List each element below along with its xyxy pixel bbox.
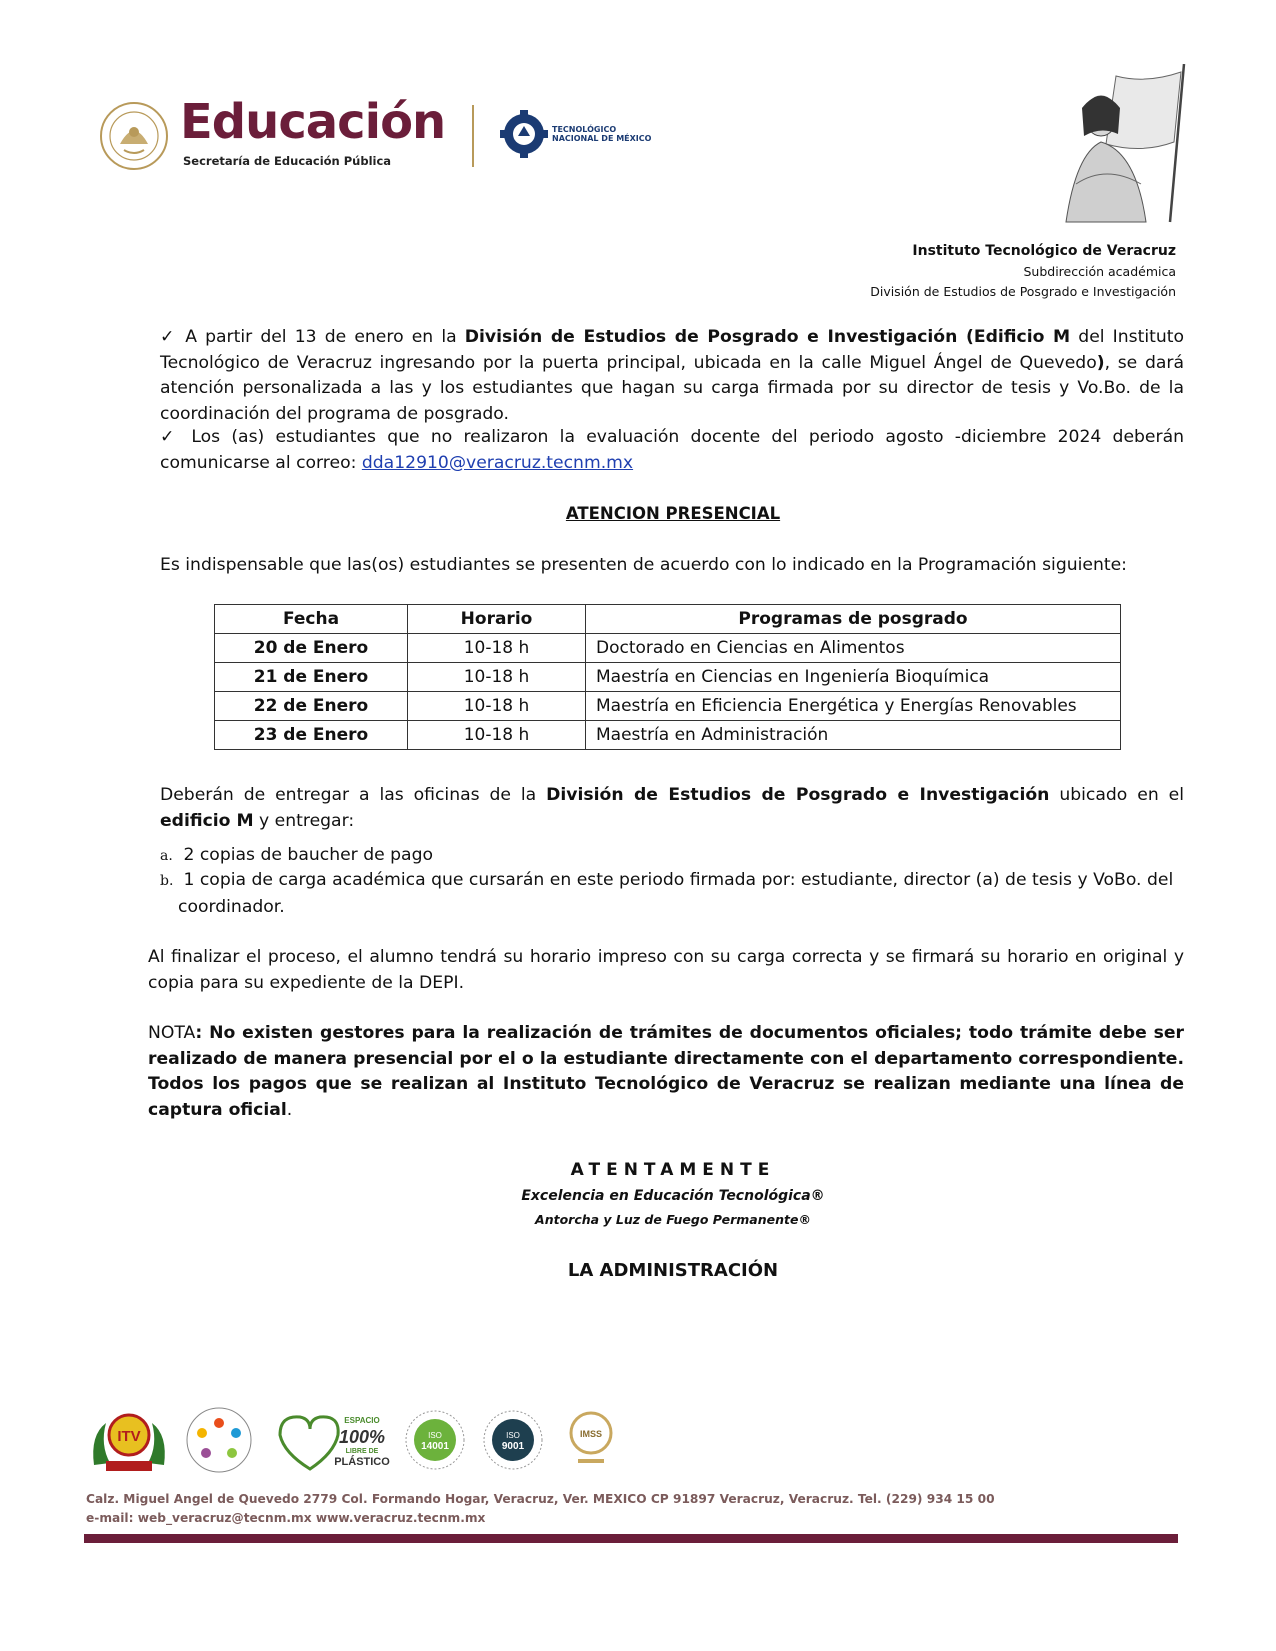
time-cell: 10-18 h [408, 721, 586, 750]
iso-9001-badge [482, 1405, 544, 1475]
time-cell: 10-18 h [408, 634, 586, 663]
section-title: ATENCION PRESENCIAL [565, 504, 781, 523]
list-marker: b. [160, 873, 174, 889]
svg-text:ITV: ITV [117, 1428, 141, 1445]
note-paragraph: NOTA: No existen gestores para la realización de trámites de documentos oficiales; todo trámite debe ser realizado de manera presencial por el o la estudiante directamente con el departamento correspondiente. Todos los pagos que se realizan al Instituto Tecnológico de Veracruz se realizan mediante una línea de captura oficial. [148, 1023, 1184, 1120]
education-title: Educación [180, 94, 446, 150]
svg-text:LIBRE DE: LIBRE DE [345, 1448, 379, 1455]
paragraph-attention: ✓ A partir del 13 de enero en la División de Estudios de Posgrado e Investigación (Edificio M del Instituto Tecnológico de Veracruz ingresando por la puerta principal, ubicada en la calle Miguel Ángel de Quevedo), se dará atención personalizada a las y los estudiantes que hagan su carga firmada por su director de tesis y Vo.Bo. de la coordinación del programa de posgrado. [160, 327, 1184, 424]
institution-name: Instituto Tecnológico de Veracruz [912, 243, 1176, 259]
program-cell: Doctorado en Ciencias en Alimentos [586, 634, 1121, 663]
delivery-instructions: Deberán de entregar a las oficinas de la División de Estudios de Posgrado e Investigación ubicado en el edificio M y entregar: [160, 785, 1184, 831]
education-subtitle: Secretaría de Educación Pública [183, 154, 392, 168]
intro-text: Es indispensable que las(os) estudiantes se presenten de acuerdo con lo indicado en la Programación siguiente: [160, 555, 1127, 575]
svg-text:IMSS: IMSS [579, 1429, 603, 1439]
plastic-free-logo [270, 1405, 390, 1475]
table-row [215, 634, 1121, 663]
svg-text:14001: 14001 [421, 1441, 449, 1452]
time-cell: 10-18 h [408, 692, 586, 721]
check-icon: ✓ [160, 427, 181, 447]
closing-slogan: Antorcha y Luz de Fuego Permanente® [535, 1212, 811, 1227]
header-cell: Programas de posgrado [586, 605, 1121, 634]
date-cell: 22 de Enero [215, 692, 408, 721]
date-cell: 20 de Enero [215, 634, 408, 663]
list-item: b. 1 copia de carga académica que cursarán en este periodo firmada por: estudiante, director (a) de tesis y VoBo. del coordinador. [160, 870, 1174, 917]
iso-14001-badge [404, 1405, 466, 1475]
labor-equality-logo [184, 1405, 254, 1475]
header-divider [472, 105, 474, 167]
date-cell: 21 de Enero [215, 663, 408, 692]
table-row [215, 663, 1121, 692]
email-link[interactable]: dda12910@veracruz.tecnm.mx [361, 452, 634, 473]
table-header-row [215, 605, 1121, 634]
closing-signature: LA ADMINISTRACIÓN [567, 1260, 779, 1281]
table-row [215, 721, 1121, 750]
svg-text:ISO: ISO [506, 1431, 520, 1440]
svg-text:PLÁSTICO: PLÁSTICO [334, 1456, 390, 1468]
svg-text:ESPACIO: ESPACIO [344, 1416, 380, 1425]
closing-salutation: ATENTAMENTE [570, 1160, 776, 1180]
program-cell: Maestría en Administración [586, 721, 1121, 750]
footer-contact: e-mail: web_veracruz@tecnm.mx www.veracruz.tecnm.mx [86, 1511, 486, 1525]
footer-bar [84, 1534, 1178, 1543]
header-cell: Fecha [215, 605, 408, 634]
table-row [215, 692, 1121, 721]
list-marker: a. [160, 848, 173, 864]
schedule-table [214, 604, 1121, 750]
institution-subdirection: Subdirección académica [1023, 264, 1176, 279]
svg-text:9001: 9001 [501, 1441, 525, 1452]
program-cell: Maestría en Ciencias en Ingeniería Bioquímica [586, 663, 1121, 692]
adelita-flag-illustration [1046, 64, 1196, 224]
time-cell: 10-18 h [408, 663, 586, 692]
closing-motto: Excelencia en Educación Tecnológica® [521, 1188, 825, 1204]
imss-badge [564, 1405, 618, 1475]
final-paragraph: Al finalizar el proceso, el alumno tendrá su horario impreso con su carga correcta y se firmará su horario en original y copia para su expediente de la DEPI. [148, 947, 1184, 993]
national-seal-logo [98, 100, 170, 172]
svg-text:ISO: ISO [428, 1431, 442, 1440]
header-cell: Horario [408, 605, 586, 634]
list-item: a. 2 copias de baucher de pago [160, 843, 1184, 870]
tecnm-text: TECNOLÓGICO NACIONAL DE MÉXICO [552, 125, 652, 143]
institution-division: División de Estudios de Posgrado e Investigación [870, 284, 1176, 299]
footer-address: Calz. Miguel Angel de Quevedo 2779 Col. Formando Hogar, Veracruz, Ver. MEXICO CP 91897 Veracruz, Veracruz. Tel. (229) 934 15 00 [86, 1492, 995, 1506]
svg-text:100%: 100% [338, 1427, 386, 1447]
check-icon: ✓ [160, 327, 178, 347]
itv-logo [86, 1405, 172, 1475]
date-cell: 23 de Enero [215, 721, 408, 750]
program-cell: Maestría en Eficiencia Energética y Energías Renovables [586, 692, 1121, 721]
tecnm-gear-logo [500, 106, 548, 166]
paragraph-evaluation: ✓ Los (as) estudiantes que no realizaron la evaluación docente del periodo agosto -diciembre 2024 deberán comunicarse al correo: dda12910@veracruz.tecnm.mx [160, 427, 1185, 473]
